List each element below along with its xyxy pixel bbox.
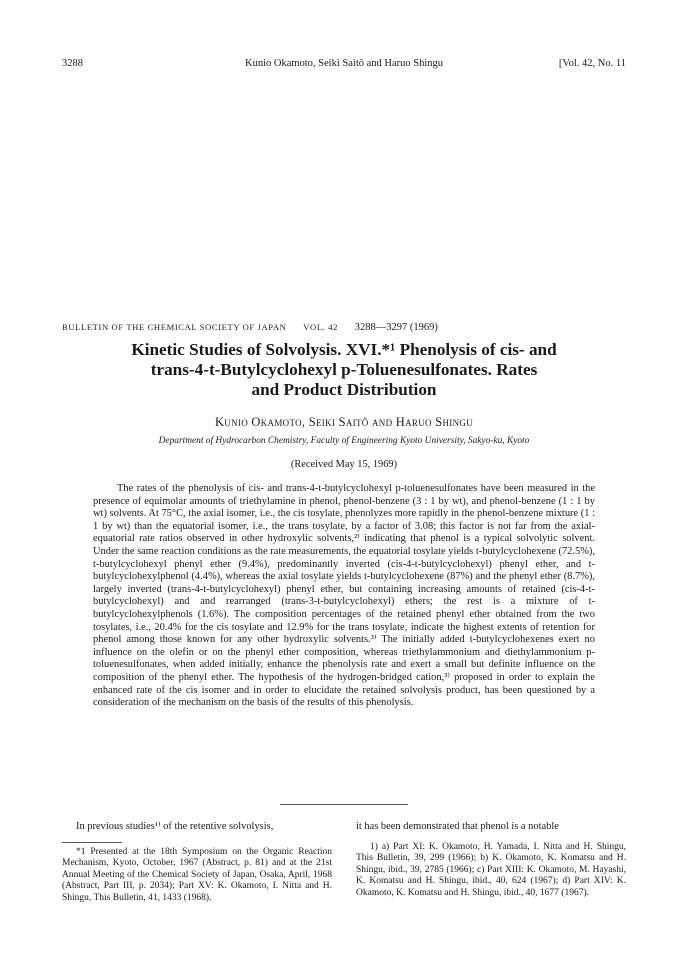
article-title	[62, 340, 626, 400]
affiliation: Department of Hydrocarbon Chemistry, Faculty of Engineering Kyoto University, Sakyo-ku, Kyoto	[158, 436, 530, 446]
title-line-3: and Product Distribution	[251, 380, 437, 399]
intro-text-left: In previous studies¹⁾ of the retentive solvolysis,	[76, 821, 274, 832]
running-head-authors: Kunio Okamoto, Seiki Saitô and Haruo Shingu	[244, 58, 444, 69]
title-line-2: trans-4-t-Butylcyclohexyl p-Toluenesulfonates. Rates	[150, 360, 538, 379]
received-date: (Received May 15, 1969)	[290, 459, 398, 470]
footnote-star1: *1 Presented at the 18th Symposium on the Organic Reaction Mechanism, Kyoto, October, 1967 (Abstract, p. 81) and at the 21st Annual Meeting of the Chemical Society of Japan, Osaka, April, 1968 (Abstract, Part III, p. 2034); Part XV: K. Okamoto, I. Nitta and H. Shingu, This Bulletin, 41, 1433 (1968).	[62, 846, 332, 903]
journal-pages: 3288—3297 (1969)	[354, 322, 438, 333]
section-divider	[280, 804, 408, 805]
author-list: Kunio Okamoto, Seiki Saitô and Haruo Shingu	[214, 415, 474, 429]
running-head-volume: [Vol. 42, No. 11	[558, 58, 626, 69]
journal-name: BULLETIN OF THE CHEMICAL SOCIETY OF JAPAN	[62, 322, 287, 332]
right-column	[356, 821, 626, 900]
footnote-divider	[62, 842, 122, 843]
page-number: 3288	[62, 58, 83, 69]
journal-volume: VOL. 42	[303, 322, 339, 332]
intro-text-right: it has been demonstrated that phenol is a notable	[356, 821, 559, 832]
journal-line	[62, 322, 626, 333]
footnote-ref1: 1) a) Part XI: K. Okamoto, H. Yamada, I. Nitta and H. Shingu, This Bulletin, 39, 299 (1966); b) K. Okamoto, K. Komatsu and H. Shingu, ibid., 39, 2785 (1966); c) Part XIII: K. Okamoto, M. Hayashi, K. Komatsu and H. Shingu, ibid., 40, 624 (1967); d) Part XIV: K. Okamoto, K. Komatsu and H. Shingu, ibid., 40, 1677 (1967).	[356, 841, 626, 898]
title-line-1: Kinetic Studies of Solvolysis. XVI.*¹ Phenolysis of cis- and	[131, 340, 557, 359]
abstract: The rates of the phenolysis of cis- and trans-4-t-butylcyclohexyl p-toluenesulfonates have been measured in the presence of equimolar amounts of triethylamine in phenol, phenol-benzene (3 : 1 by wt), and phenol-benzene (1 : 1 by wt) solvents. At 75°C, the axial isomer, i.e., the cis tosylate, phenolyzes more rapidly in the phenol-benzene mixture (1 : 1 by wt) than the equatorial isomer, i.e., the trans tosylate, by a factor of 3.08; this factor is not far from the axial-equatorial rate ratios observed in other hydroxylic solvents,²⁾ indicating that phenol is a typical solvolytic solvent. Under the same reaction conditions as the rate measurements, the equatorial tosylate yields t-butylcyclohexene (72.5%), t-butylcyclohexyl phenyl ether (9.4%), predominantly inverted (cis-4-t-butylcyclohexyl) phenyl ether, and t-butylcyclohexylphenol (4.4%), whereas the axial tosylate yields t-butylcyclohexene (87%) and the phenyl ether (8.7%), largely inverted (trans-4-t-butylcyclohexyl) phenyl ether, but containing increasing amounts of retained (cis-4-t-butylcyclohexyl) and and rearranged (trans-3-t-butylcyclohexyl) ethers; the rest is a mixture of t-butylcyclohexylphenols (1.6%). The composition percentages of the retained phenyl ether obtained from the two tosylates, i.e., 20.4% for the cis tosylate and 12.9% for the trans tosylate, indicate the highest extents of retention for phenol among those known for any other hydroxylic solvents.³⁾ The initially added t-butylcyclohexenes exert no influence on the olefin or on the phenyl ether composition, whereas triethylammonium and diethylammonium p-toluenesulfonates, when added initially, enhance the phenolysis rate and exert a small but definite influence on the composition of the phenyl ether. The hypothesis of the hydrogen-bridged cation,³⁾ proposed in order to explain the enhanced rate of the cis isomer and in order to elucidate the retained solvolysis product, has been questioned by a consideration of the mechanism on the basis of the results of this phenolysis.	[93, 483, 595, 709]
left-column	[62, 821, 332, 905]
